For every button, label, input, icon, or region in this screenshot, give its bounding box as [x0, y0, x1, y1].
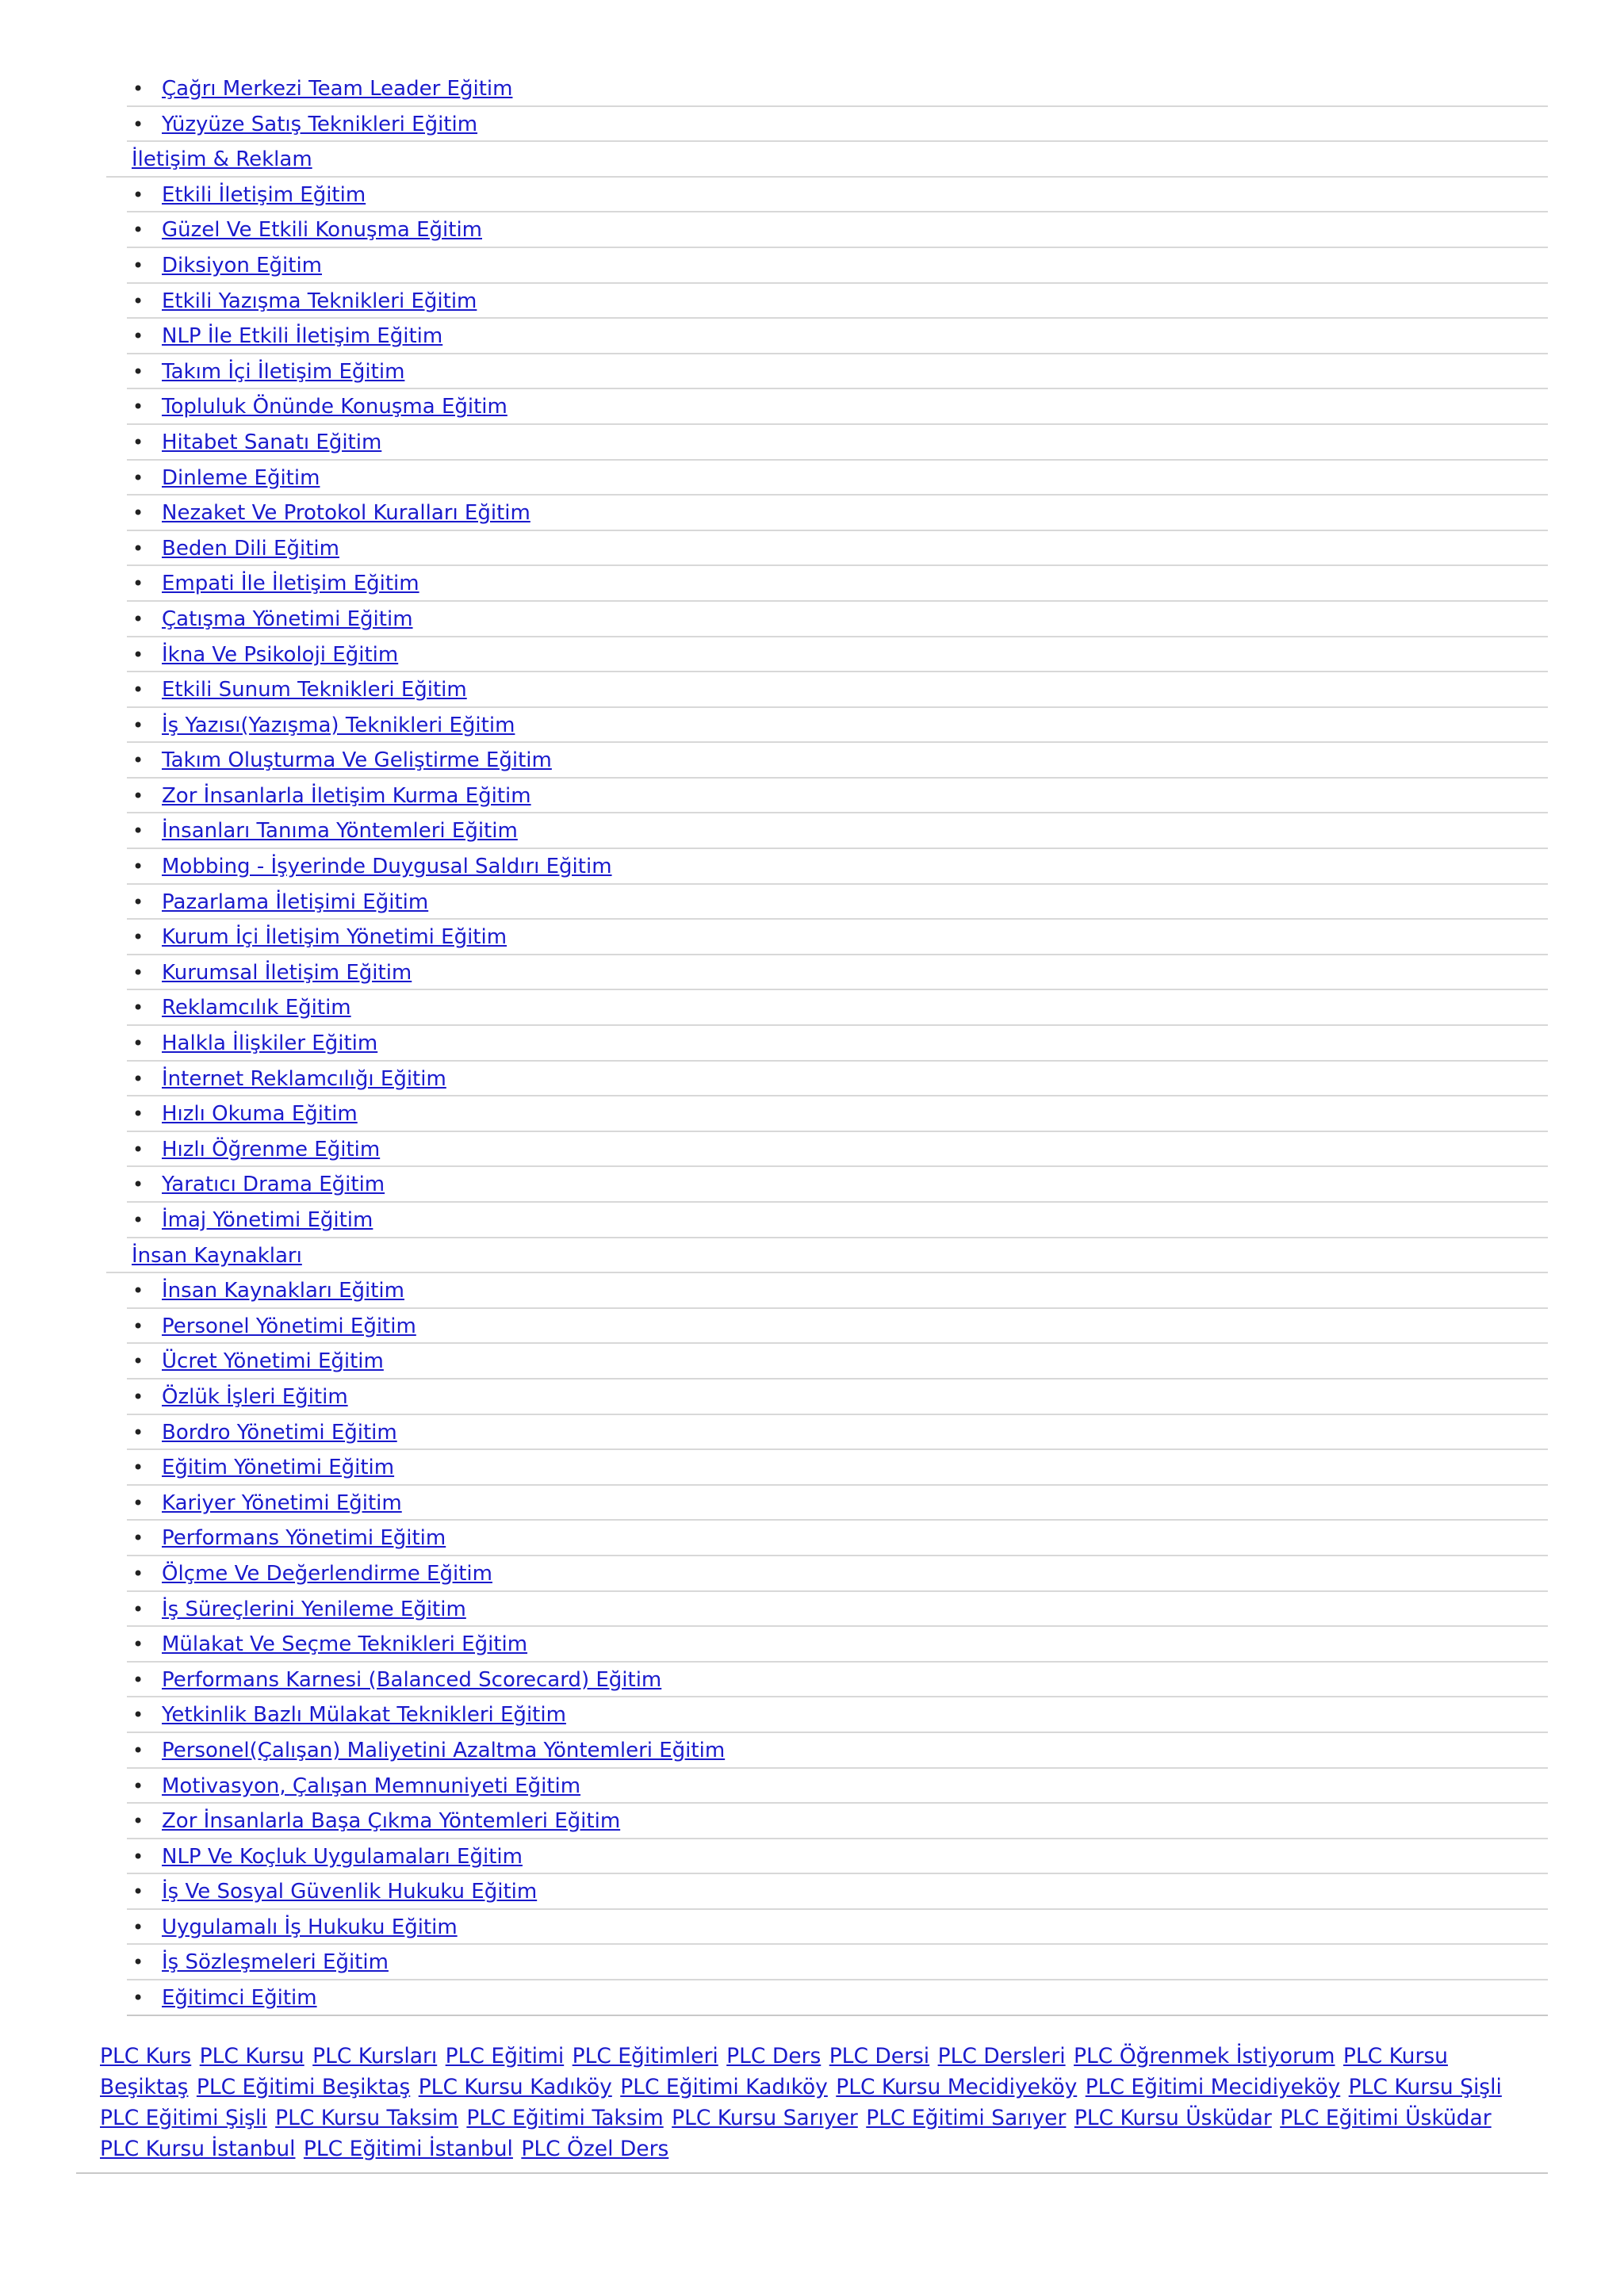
course-link[interactable]: Hızlı Öğrenme Eğitim	[162, 1137, 381, 1161]
footer-link[interactable]: PLC Kursu Şişli	[1348, 2075, 1502, 2099]
course-link[interactable]: Etkili İletişim Eğitim	[162, 182, 366, 207]
course-link[interactable]: Hızlı Okuma Eğitim	[162, 1102, 358, 1127]
footer-link[interactable]: PLC Eğitimi Şişli	[100, 2106, 267, 2130]
list-item	[127, 178, 1548, 213]
footer-link[interactable]: PLC Kursu Üsküdar	[1074, 2106, 1272, 2130]
list-item	[127, 389, 1548, 425]
course-link[interactable]: Etkili Yazışma Teknikleri Eğitim	[162, 289, 477, 313]
course-link[interactable]: Mobbing - İşyerinde Duygusal Saldırı Eğitim	[162, 855, 612, 879]
footer-link[interactable]: PLC Ders	[726, 2044, 822, 2068]
footer-link[interactable]: PLC Eğitimi Kadıköy	[620, 2075, 828, 2099]
list-item	[127, 566, 1548, 602]
course-link[interactable]: Yetkinlik Bazlı Mülakat Teknikleri Eğitim	[162, 1703, 566, 1728]
list-item	[127, 637, 1548, 673]
course-link[interactable]: Motivasyon, Çalışan Memnuniyeti Eğitim	[162, 1774, 581, 1798]
course-link[interactable]: İnsan Kaynakları Eğitim	[162, 1279, 404, 1303]
course-link[interactable]: İş Yazısı(Yazışma) Teknikleri Eğitim	[162, 713, 515, 737]
list-item	[127, 955, 1548, 991]
list-item	[127, 319, 1548, 354]
list-item	[127, 1132, 1548, 1168]
list-item	[127, 1309, 1548, 1345]
course-link[interactable]: Kariyer Yönetimi Eğitim	[162, 1490, 402, 1515]
footer-link[interactable]: PLC Eğitimleri	[572, 2044, 718, 2068]
course-link[interactable]: Dinleme Eğitim	[162, 465, 320, 490]
list-item	[127, 1203, 1548, 1238]
course-link[interactable]: NLP Ve Koçluk Uygulamaları Eğitim	[162, 1844, 523, 1869]
list-item	[127, 1874, 1548, 1910]
footer-link[interactable]: PLC Eğitimi İstanbul	[303, 2137, 513, 2161]
course-link[interactable]: İş Süreçlerini Yenileme Eğitim	[162, 1597, 466, 1621]
list-item	[127, 885, 1548, 920]
list-item	[127, 212, 1548, 248]
course-link[interactable]: Kurum İçi İletişim Yönetimi Eğitim	[162, 925, 508, 950]
course-link[interactable]: Reklamcılık Eğitim	[162, 996, 351, 1020]
footer-link[interactable]: PLC Özel Ders	[521, 2137, 669, 2161]
list-item	[127, 1592, 1548, 1628]
course-link[interactable]: Nezaket Ve Protokol Kuralları Eğitim	[162, 501, 530, 526]
list-item	[127, 1769, 1548, 1804]
course-link[interactable]: Ölçme Ve Değerlendirme Eğitim	[162, 1561, 492, 1586]
footer-link[interactable]: PLC Kursu Beşiktaş	[100, 2044, 1448, 2099]
course-menu	[127, 71, 1548, 2016]
course-link[interactable]: İş Sözleşmeleri Eğitim	[162, 1950, 389, 1975]
course-link[interactable]: Yüzyüze Satış Teknikleri Eğitim	[162, 112, 478, 136]
list-item	[127, 779, 1548, 814]
course-link[interactable]: Beden Dili Eğitim	[162, 536, 339, 561]
list-item	[127, 708, 1548, 744]
course-link[interactable]: Mülakat Ve Seçme Teknikleri Eğitim	[162, 1632, 528, 1657]
list-item	[127, 920, 1548, 955]
course-link[interactable]: Diksiyon Eğitim	[162, 253, 323, 277]
list-item	[127, 1380, 1548, 1415]
list-item	[127, 1273, 1548, 1309]
footer-link[interactable]: PLC Kursu Taksim	[275, 2106, 458, 2130]
section-heading-link[interactable]: İnsan Kaynakları	[132, 1243, 302, 1268]
course-link[interactable]: NLP İle Etkili İletişim Eğitim	[162, 324, 443, 349]
footer-link[interactable]: PLC Eğitimi Üsküdar	[1280, 2106, 1492, 2130]
footer-link[interactable]: PLC Eğitimi Mecidiyeköy	[1085, 2075, 1341, 2099]
course-link[interactable]: Takım İçi İletişim Eğitim	[162, 359, 405, 384]
course-link[interactable]: İş Ve Sosyal Güvenlik Hukuku Eğitim	[162, 1880, 538, 1904]
footer-link[interactable]: PLC Öğrenmek İstiyorum	[1074, 2044, 1335, 2068]
list-item	[127, 849, 1548, 885]
list-item	[127, 1945, 1548, 1980]
course-link[interactable]: Bordro Yönetimi Eğitim	[162, 1420, 397, 1445]
course-link[interactable]: Uygulamalı İş Hukuku Eğitim	[162, 1915, 458, 1939]
footer-link[interactable]: PLC Kurs	[100, 2044, 192, 2068]
course-link[interactable]: İnsanları Tanıma Yöntemleri Eğitim	[162, 819, 518, 844]
course-link[interactable]: Topluluk Önünde Konuşma Eğitim	[162, 395, 508, 419]
course-link[interactable]: Personel Yönetimi Eğitim	[162, 1314, 416, 1338]
course-link[interactable]: Çatışma Yönetimi Eğitim	[162, 607, 413, 631]
footer-link[interactable]: PLC Kursu Kadıköy	[418, 2075, 612, 2099]
section-heading-iletisim-reklam	[106, 142, 1548, 178]
course-link[interactable]: Çağrı Merkezi Team Leader Eğitim	[162, 77, 513, 101]
list-item	[127, 743, 1548, 779]
list-item	[127, 71, 1548, 107]
list-item	[127, 425, 1548, 461]
footer-link[interactable]: PLC Eğitimi Taksim	[466, 2106, 664, 2130]
course-link[interactable]: Eğitim Yönetimi Eğitim	[162, 1456, 395, 1480]
course-link[interactable]: Yaratıcı Drama Eğitim	[162, 1173, 385, 1197]
list-item	[127, 1486, 1548, 1521]
list-item	[127, 1344, 1548, 1380]
footer-link[interactable]: PLC Kursu İstanbul	[100, 2137, 296, 2161]
footer-link[interactable]: PLC Kursları	[312, 2044, 438, 2068]
list-item	[127, 1980, 1548, 2016]
footer-divider	[76, 2172, 1548, 2174]
course-link[interactable]: Pazarlama İletişimi Eğitim	[162, 890, 429, 914]
footer-link[interactable]: PLC Eğitimi	[445, 2044, 565, 2068]
list-item	[127, 248, 1548, 284]
list-item	[127, 354, 1548, 390]
list-item	[127, 1697, 1548, 1733]
list-item	[127, 531, 1548, 567]
course-link[interactable]: Zor İnsanlarla İletişim Kurma Eğitim	[162, 783, 531, 808]
list-item	[127, 1450, 1548, 1486]
footer-links	[100, 2041, 1527, 2164]
course-link[interactable]: İmaj Yönetimi Eğitim	[162, 1208, 373, 1232]
footer-link[interactable]: PLC Kursu	[199, 2044, 304, 2068]
list-item	[127, 1062, 1548, 1097]
course-link[interactable]: Empati İle İletişim Eğitim	[162, 572, 419, 596]
list-item	[127, 1910, 1548, 1946]
list-item	[127, 1733, 1548, 1769]
list-item	[127, 813, 1548, 849]
course-link[interactable]: Ücret Yönetimi Eğitim	[162, 1349, 384, 1374]
list-item	[127, 107, 1548, 143]
course-link[interactable]: Kurumsal İletişim Eğitim	[162, 960, 412, 985]
footer-link[interactable]: PLC Kursu Sarıyer	[672, 2106, 858, 2130]
section-heading-link[interactable]: İletişim & Reklam	[132, 147, 312, 172]
list-item	[127, 1167, 1548, 1203]
course-link[interactable]: Performans Yönetimi Eğitim	[162, 1526, 446, 1551]
list-item	[127, 1804, 1548, 1839]
course-link[interactable]: Performans Karnesi (Balanced Scorecard) Eğitim	[162, 1667, 662, 1692]
course-link[interactable]: Etkili Sunum Teknikleri Eğitim	[162, 678, 467, 702]
list-item	[127, 1096, 1548, 1132]
list-item	[127, 461, 1548, 496]
list-item	[127, 1026, 1548, 1062]
footer-link[interactable]: PLC Eğitimi Beşiktaş	[196, 2075, 411, 2099]
course-link[interactable]: Hitabet Sanatı Eğitim	[162, 430, 382, 454]
section-heading-insan-kaynaklari	[106, 1238, 1548, 1274]
course-link[interactable]: İkna Ve Psikoloji Eğitim	[162, 642, 399, 667]
list-item	[127, 1415, 1548, 1451]
list-item	[127, 284, 1548, 320]
list-item	[127, 1556, 1548, 1592]
list-item	[127, 1627, 1548, 1663]
list-item	[127, 1521, 1548, 1556]
list-item	[127, 672, 1548, 708]
list-item	[127, 496, 1548, 531]
footer-link[interactable]: PLC Dersleri	[937, 2044, 1066, 2068]
course-link[interactable]: İnternet Reklamcılığı Eğitim	[162, 1066, 446, 1091]
list-item	[127, 1663, 1548, 1698]
list-item	[127, 990, 1548, 1026]
course-link[interactable]: Halkla İlişkiler Eğitim	[162, 1031, 378, 1056]
footer-link[interactable]: PLC Eğitimi Sarıyer	[866, 2106, 1067, 2130]
course-link[interactable]: Güzel Ve Etkili Konuşma Eğitim	[162, 218, 482, 243]
footer-link[interactable]: PLC Dersi	[829, 2044, 930, 2068]
course-link[interactable]: Personel(Çalışan) Maliyetini Azaltma Yöntemleri Eğitim	[162, 1738, 726, 1762]
course-link[interactable]: Takım Oluşturma Ve Geliştirme Eğitim	[162, 748, 552, 773]
course-link[interactable]: Eğitimci Eğitim	[162, 1986, 317, 2011]
list-item	[127, 602, 1548, 637]
list-item	[127, 1839, 1548, 1875]
course-link[interactable]: Zor İnsanlarla Başa Çıkma Yöntemleri Eğitim	[162, 1809, 621, 1834]
footer-link[interactable]: PLC Kursu Mecidiyeköy	[836, 2075, 1078, 2099]
course-link[interactable]: Özlük İşleri Eğitim	[162, 1384, 348, 1409]
